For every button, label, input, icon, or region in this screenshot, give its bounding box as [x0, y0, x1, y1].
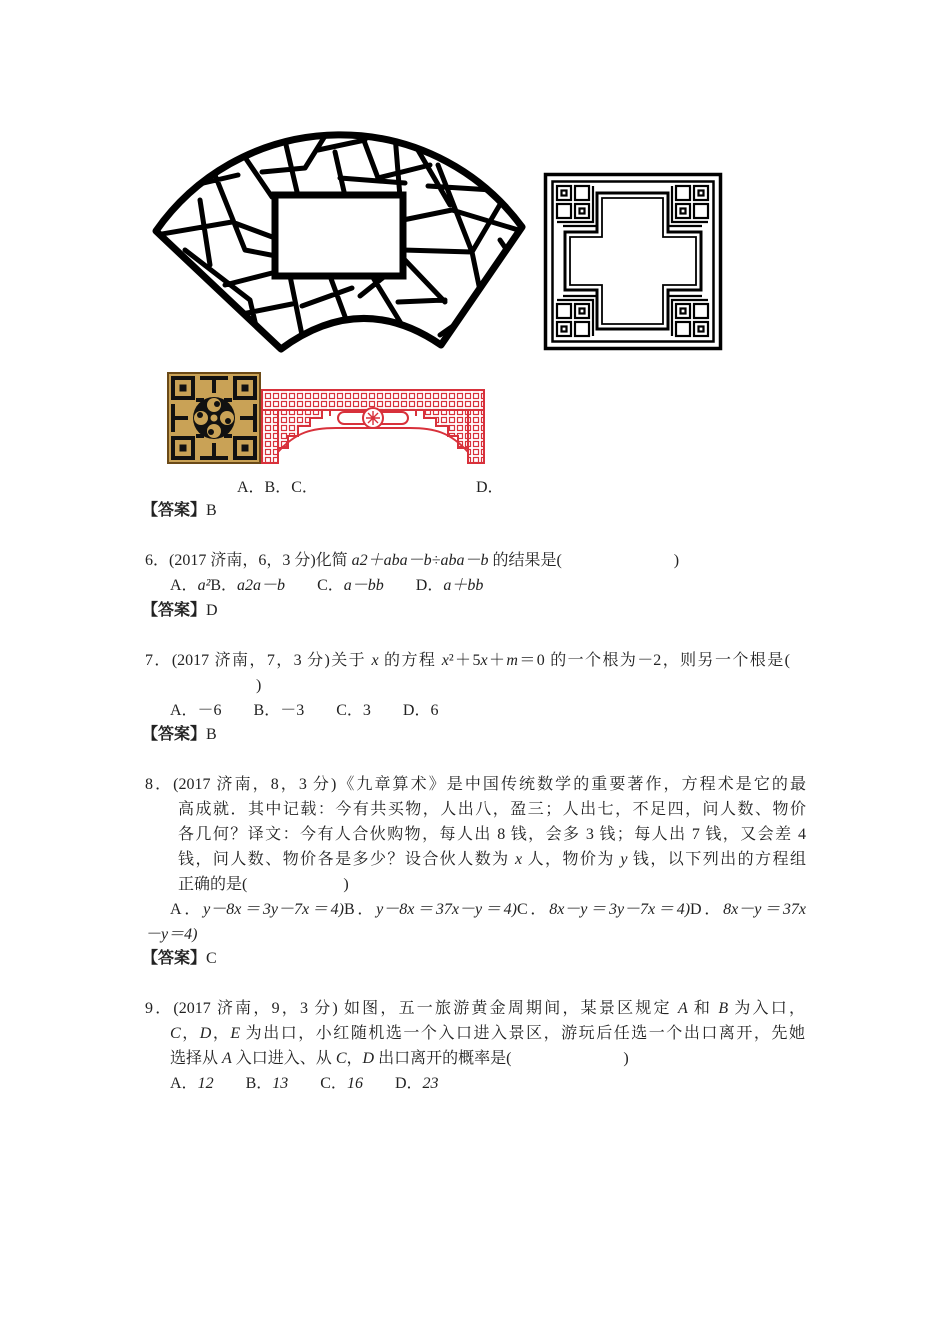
answer-label: 【答案】 — [142, 502, 207, 519]
q9-line-2-text: 为出口，小红随机选一个入口进入景区，游玩后任选一个出口离开，先她 — [240, 1025, 805, 1042]
q7-var-x-2: x — [441, 652, 449, 669]
q9-option-a: 12 — [197, 1075, 214, 1092]
answer-value: B — [206, 502, 217, 519]
q9-var-d-2: D — [362, 1050, 375, 1067]
square-lattice-figure — [540, 169, 726, 354]
q9-option-c: 16 — [346, 1075, 363, 1092]
q9-line-2 — [170, 1021, 805, 1046]
q8-line-4 — [178, 847, 806, 872]
q7-stem-text-2: 的方程 — [378, 652, 442, 669]
q9-var-d: D — [199, 1025, 212, 1042]
q8-options-continuation: －y＝4) — [145, 926, 198, 943]
q9-option-a-label: A． — [170, 1075, 198, 1092]
q8-option-c-label: C． — [516, 901, 550, 918]
answer-label: 【答案】 — [142, 726, 207, 743]
q9-line-1-text-1: 9．(2017 济南，9，3 分) 如图，五一旅游黄金周期间，某景区规定 — [145, 1000, 678, 1017]
q8-option-a-label: A． — [170, 901, 204, 918]
q9-option-d-label: D． — [362, 1075, 423, 1092]
q8-option-b-label: B． — [343, 901, 377, 918]
q9-options — [170, 1071, 805, 1096]
q6-option-a-label: A． — [170, 577, 198, 594]
q9-option-c-label: C． — [288, 1075, 347, 1092]
q6-answer — [142, 598, 342, 623]
q9-var-c: C — [170, 1025, 181, 1042]
q7-var-m: m — [506, 652, 518, 669]
q9-var-a-2: A — [222, 1050, 232, 1067]
q6-option-d-label: D． — [383, 577, 444, 594]
q7-var-x: x — [371, 652, 379, 669]
q9-option-b-label: B． — [213, 1075, 273, 1092]
q9-line-1-text-2: 和 — [687, 1000, 719, 1017]
answer-value: D — [206, 602, 218, 619]
q8-line-2: 高成就．其中记载：今有共买物，人出八，盈三；人出七，不足四，问人数、物价 — [178, 801, 806, 818]
q9-var-a: A — [677, 1000, 688, 1017]
q7-stem-text-4: ²＋5 — [448, 652, 481, 669]
q7-stem — [145, 648, 790, 673]
q8-line-4-text-3: 钱，以下列出的方程组 — [627, 851, 806, 868]
answer-value: C — [206, 950, 217, 967]
q8-line-4-text-2: 人，物价为 — [522, 851, 621, 868]
q9-line-3-text-2: 入口进入、从 — [231, 1050, 336, 1067]
q8-line-3: 各几何？译文：今有人合伙购物，每人出 8 钱，会多 3 钱；每人出 7 钱，又会差 4 — [178, 826, 806, 843]
q8-option-d-label: D． — [690, 901, 724, 918]
q8-line-4-text-1: 钱，问人数、物价各是多少？设合伙人数为 — [178, 851, 516, 868]
q8-option-b: y－8x＝37x－y＝4) — [376, 901, 517, 918]
q9-var-b: B — [718, 1000, 729, 1017]
q9-line-1-text-3: 为入口， — [728, 1000, 805, 1017]
figure-option-d: D． — [476, 479, 504, 496]
q9-var-c-2: C — [335, 1050, 347, 1067]
q8-option-c: 8x－y＝3y－7x＝4) — [549, 901, 691, 918]
q8-var-x: x — [515, 851, 523, 868]
fan-window-figure — [150, 128, 530, 356]
golden-square-figure — [166, 371, 262, 465]
q6-stem-suffix: 的结果是( ) — [488, 552, 680, 569]
q6-option-d: a＋bb — [443, 577, 484, 594]
answer-label: 【答案】 — [142, 950, 207, 967]
q9-option-d: 23 — [422, 1075, 439, 1092]
q6-option-c-label: C． — [285, 577, 344, 594]
q9-line-3-text-3: 出口离开的概率是( ) — [374, 1050, 629, 1067]
q6-option-b-label: B． — [210, 577, 238, 594]
q6-option-b: a2a－b — [237, 577, 286, 594]
q9-line-3-text-1: 选择从 — [170, 1050, 223, 1067]
q6-options — [170, 573, 806, 598]
answer-label: 【答案】 — [142, 602, 207, 619]
q6-expression: a2＋aba－b÷aba－b — [351, 552, 489, 569]
q6-option-c: a－bb — [343, 577, 384, 594]
q6-stem — [145, 548, 806, 573]
q7-stem-plus: ＋ — [487, 652, 507, 669]
q5-answer — [142, 498, 342, 523]
q8-line-1: 8．(2017 济南，8，3 分)《九章算术》是中国传统数学的重要著作，方程术是它的最 — [145, 776, 806, 793]
q9-comma-3: ， — [346, 1050, 363, 1067]
q7-stem-close: ) — [256, 677, 262, 694]
q6-stem-prefix: 6．(2017 济南，6，3 分)化简 — [145, 552, 352, 569]
q8-var-y: y — [620, 851, 628, 868]
q6-option-a: a² — [197, 577, 211, 594]
q8-option-d: 8x－y＝37x — [723, 901, 806, 918]
q7-var-x-3: x — [480, 652, 488, 669]
q8-options — [170, 897, 806, 922]
q9-line-3 — [170, 1046, 805, 1071]
red-arch-lattice-figure — [258, 386, 488, 466]
q9-var-e: E — [230, 1025, 241, 1042]
q7-stem-suffix: ＝0 的一个根为－2，则另一个根是( — [517, 652, 790, 669]
q8-line-5: 正确的是( ) — [178, 876, 349, 893]
q9-comma: ， — [180, 1025, 200, 1042]
q9-line-1 — [145, 996, 805, 1021]
q9-comma-2: ， — [211, 1025, 231, 1042]
answer-value: B — [206, 726, 217, 743]
q8-answer — [142, 946, 342, 971]
q7-stem-prefix: 7．(2017 济南，7，3 分)关于 — [145, 652, 372, 669]
figure-options-abc: A．B．C． — [237, 479, 318, 496]
q9-option-b: 13 — [272, 1075, 289, 1092]
q7-answer — [142, 722, 342, 747]
q8-option-a: y－8x＝3y－7x＝4) — [203, 901, 344, 918]
q7-options: A．－6 B．－3 C．3 D．6 — [170, 702, 439, 719]
